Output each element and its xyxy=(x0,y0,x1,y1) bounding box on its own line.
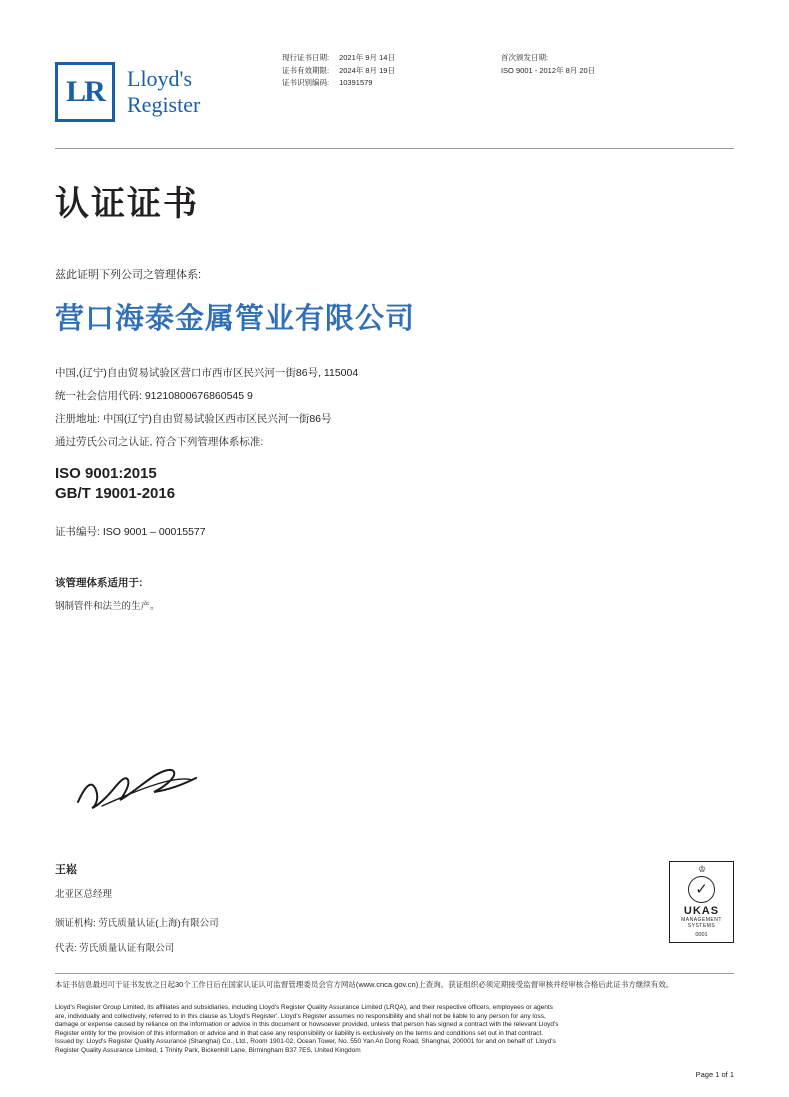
ukas-sub-line2: SYSTEMS xyxy=(687,923,716,929)
logo-wordmark xyxy=(127,66,200,118)
meta-label-identity-code: 证书识别编码: xyxy=(282,78,330,87)
footer-en-line-5: Issued by: Lloyd's Register Quality Assurance (Shanghai) Co., Ltd., Room 1901-02, Ocean Tower, No. 550 Yan An Dong Road, Shanghai, 200001 for and on behalf of: Lloyd's xyxy=(55,1038,556,1046)
footer-chinese-disclaimer: 本证书信息最迟可于证书发放之日起30个工作日后在国家认证认可监督管理委员会官方网站(www.cnca.gov.cn)上查询。获证组织必须定期接受监督审核并经审核合格后此证书方继续有效。 xyxy=(55,980,674,989)
certificate-meta xyxy=(282,52,595,90)
standard-iso-9001: ISO 9001:2015 xyxy=(55,465,157,482)
lr-logo-letters: LR xyxy=(66,75,104,108)
company-address: 中国,(辽宁)自由贸易试验区营口市西市区民兴河一街86号, 115004 xyxy=(55,367,359,379)
checkmark-icon: ✓ xyxy=(688,876,715,903)
document-header xyxy=(0,0,789,148)
company-registered-address: 注册地址: 中国(辽宁)自由贸易试验区西市区民兴河一街86号 xyxy=(55,413,332,425)
footer-divider xyxy=(55,973,734,974)
footer-en-line-4: Register entity for the provision of this information or advice and in that case any responsibility or liability is exclusively on the terms and conditions set out in that contract. xyxy=(55,1029,544,1037)
footer-en-line-2: are, individually and collectively, referred to in this clause as 'Lloyd's Register'. Lloyd's Register assumes no responsibility and shall not be liable to any person for any loss, xyxy=(55,1012,546,1020)
meta-label-valid-until: 证书有效期限: xyxy=(282,65,330,75)
meta-value-current-date: 2021年 9月 14日 xyxy=(339,53,395,62)
footer-en-line-6: Register Quality Assurance Limited, 1 Trinity Park, Bickenhill Lane, Birmingham B37 7ES, United Kingdom xyxy=(55,1046,361,1054)
certificate-number: 证书编号: ISO 9001 – 00015577 xyxy=(55,526,206,538)
logo-wordmark-line2: Register xyxy=(127,92,201,117)
ukas-number: 0001 xyxy=(695,932,708,938)
handwritten-signature xyxy=(72,762,202,822)
approval-statement: 通过劳氏公司之认证, 符合下列管理体系标准: xyxy=(55,436,264,448)
signatory-name: 王崧 xyxy=(55,864,77,876)
meta-value-identity-code: 10391579 xyxy=(339,78,373,87)
company-name: 营口海泰金属管业有限公司 xyxy=(55,303,416,335)
meta-label-current-date: 现行证书日期: xyxy=(282,53,330,62)
company-credit-code: 统一社会信用代码: 91210800676860545 9 xyxy=(55,390,253,402)
footer-en-line-1: Lloyd's Register Group Limited, its affiliates and subsidiaries, including Lloyd's Register Quality Assurance Limited (LRQA), and their respective officers, employees or agents xyxy=(55,1004,553,1011)
ukas-label: UKAS xyxy=(683,905,720,917)
meta-column-right xyxy=(501,52,595,90)
representative-line: 代表: 劳氏质量认证有限公司 xyxy=(55,943,175,954)
meta-values xyxy=(339,52,395,90)
header-divider xyxy=(55,148,734,149)
lr-logo-mark xyxy=(55,62,115,122)
scope-text: 钢制管件和法兰的生产。 xyxy=(55,601,160,612)
meta-label-original-approval: 首次颁发日期: xyxy=(500,53,549,62)
ukas-accreditation-mark xyxy=(669,861,734,943)
signatory-role: 北亚区总经理 xyxy=(55,889,113,900)
meta-value-original-approval: ISO 9001 - 2012年 8月 20日 xyxy=(500,65,596,75)
ukas-sub-line1: MANAGEMENT xyxy=(681,917,722,923)
footer-en-line-3: damage or expense caused by reliance on the information or advice in this document or howsoever provided, unless that person has signed a contract with the relevant Lloyd's xyxy=(55,1021,559,1029)
page-title: 认证证书 xyxy=(55,185,199,223)
crown-icon: ♔ xyxy=(697,864,706,874)
logo-wordmark-line1: Lloyd's xyxy=(127,66,193,92)
standard-gbt-19001: GB/T 19001-2016 xyxy=(55,485,176,502)
company-details xyxy=(55,362,358,454)
page-number: Page 1 of 1 xyxy=(695,1070,734,1079)
issuing-organisation: 颁证机构: 劳氏质量认证(上海)有限公司 xyxy=(55,918,219,929)
meta-right-group xyxy=(501,52,595,90)
lloyds-register-logo xyxy=(55,62,200,122)
meta-column-left xyxy=(282,52,395,90)
intro-text: 兹此证明下列公司之管理体系: xyxy=(55,269,202,281)
meta-labels xyxy=(282,52,329,90)
scope-title: 该管理体系适用于: xyxy=(55,577,143,589)
standards-list xyxy=(55,464,175,504)
meta-value-valid-until: 2024年 8月 19日 xyxy=(339,65,395,75)
footer-english-disclaimer xyxy=(55,1004,734,1056)
